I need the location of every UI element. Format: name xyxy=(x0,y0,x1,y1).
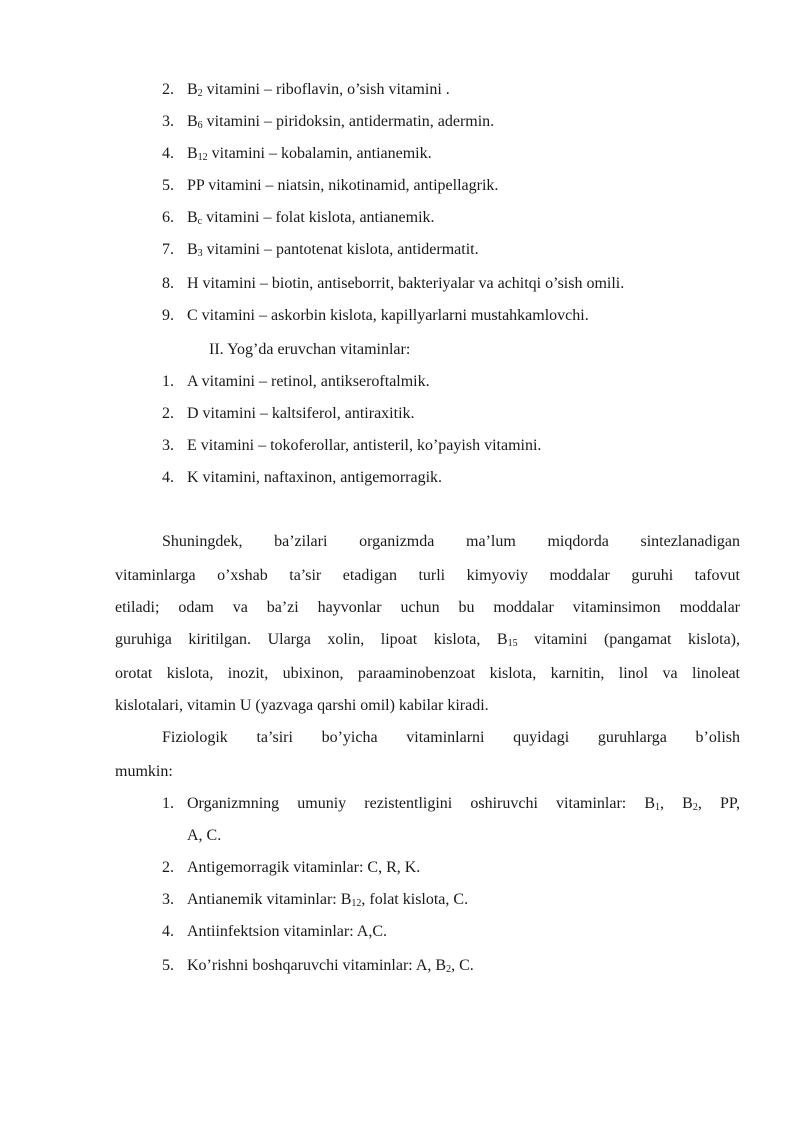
list-number: 9. xyxy=(162,307,174,324)
list-number: 7. xyxy=(162,241,174,258)
list-item: Antigemorragik vitaminlar: C, R, K. xyxy=(187,859,421,876)
paragraph-line: etiladi; odam va ba’zi hayvonlar uchun bu moddalar vitaminsimon moddalar xyxy=(115,599,740,616)
list-number: 3. xyxy=(162,113,174,130)
list-number: 6. xyxy=(162,209,174,226)
list-number: 2. xyxy=(162,859,174,876)
section-heading: II. Yog’da eruvchan vitaminlar: xyxy=(209,341,411,358)
list-number: 3. xyxy=(162,891,174,908)
list-item: PP vitamini – niatsin, nikotinamid, antipellagrik. xyxy=(187,177,499,194)
list-number: 8. xyxy=(162,275,174,292)
list-number: 1. xyxy=(162,795,174,812)
paragraph-line: orotat kislota, inozit, ubixinon, paraaminobenzoat kislota, karnitin, linol va linoleat xyxy=(115,665,740,682)
list-item: $B_3$ vitamini – pantotenat kislota, antidermatit. xyxy=(187,241,479,259)
list-item: Antiinfektsion vitaminlar: A,C. xyxy=(187,923,387,940)
list-item: E vitamini – tokoferollar, antisteril, ko’payish vitamini. xyxy=(187,437,542,454)
paragraph-line: Fiziologik ta’siri bo’yicha vitaminlarni quyidagi guruhlarga b’olish xyxy=(162,729,740,746)
list-number: 1. xyxy=(162,373,174,390)
list-number: 3. xyxy=(162,437,174,454)
list-item: $B_{12}$ vitamini – kobalamin, antianemik. xyxy=(187,145,432,163)
list-item-continuation: A, C. xyxy=(187,827,222,844)
list-number: 4. xyxy=(162,469,174,486)
paragraph-line: Shuningdek, ba’zilari organizmda ma’lum miqdorda sintezlanadigan xyxy=(162,533,740,550)
paragraph-line: mumkin: xyxy=(115,763,173,780)
list-number: 5. xyxy=(162,177,174,194)
paragraph-line: vitaminlarga o’xshab ta’sir etadigan turli kimyoviy moddalar guruhi tafovut xyxy=(115,567,740,584)
list-item: Organizmning umuniy rezistentligini oshiruvchi vitaminlar: $B_1$, $B_2$, PP, xyxy=(187,795,740,813)
list-number: 2. xyxy=(162,81,174,98)
list-item: $B_2$ vitamini – riboflavin, o’sish vitamini . xyxy=(187,81,450,99)
list-number: 5. xyxy=(162,957,174,974)
list-item: K vitamini, naftaxinon, antigemorragik. xyxy=(187,469,443,486)
list-number: 2. xyxy=(162,405,174,422)
list-item: $B_6$ vitamini – piridoksin, antidermatin, adermin. xyxy=(187,113,495,131)
list-item: H vitamini – biotin, antiseborrit, bakteriyalar va achitqi o’sish omili. xyxy=(187,275,625,292)
paragraph-line: kislotalari, vitamin U (yazvaga qarshi omil) kabilar kiradi. xyxy=(115,697,489,714)
list-number: 4. xyxy=(162,145,174,162)
list-item: $B_c$ vitamini – folat kislota, antianemik. xyxy=(187,209,435,227)
list-item: A vitamini – retinol, antikseroftalmik. xyxy=(187,373,430,390)
paragraph-line: guruhiga kiritilgan. Ularga xolin, lipoat kislota, $B_{15}$ vitamini (pangamat kislota), xyxy=(115,631,741,649)
list-item: D vitamini – kaltsiferol, antiraxitik. xyxy=(187,405,415,422)
list-item: Ko’rishni boshqaruvchi vitaminlar: A, $B_2$, C. xyxy=(187,957,474,975)
list-item: C vitamini – askorbin kislota, kapillyarlarni mustahkamlovchi. xyxy=(187,307,589,324)
list-item: Antianemik vitaminlar: $B_{12}$, folat kislota, C. xyxy=(187,891,469,909)
list-number: 4. xyxy=(162,923,174,940)
